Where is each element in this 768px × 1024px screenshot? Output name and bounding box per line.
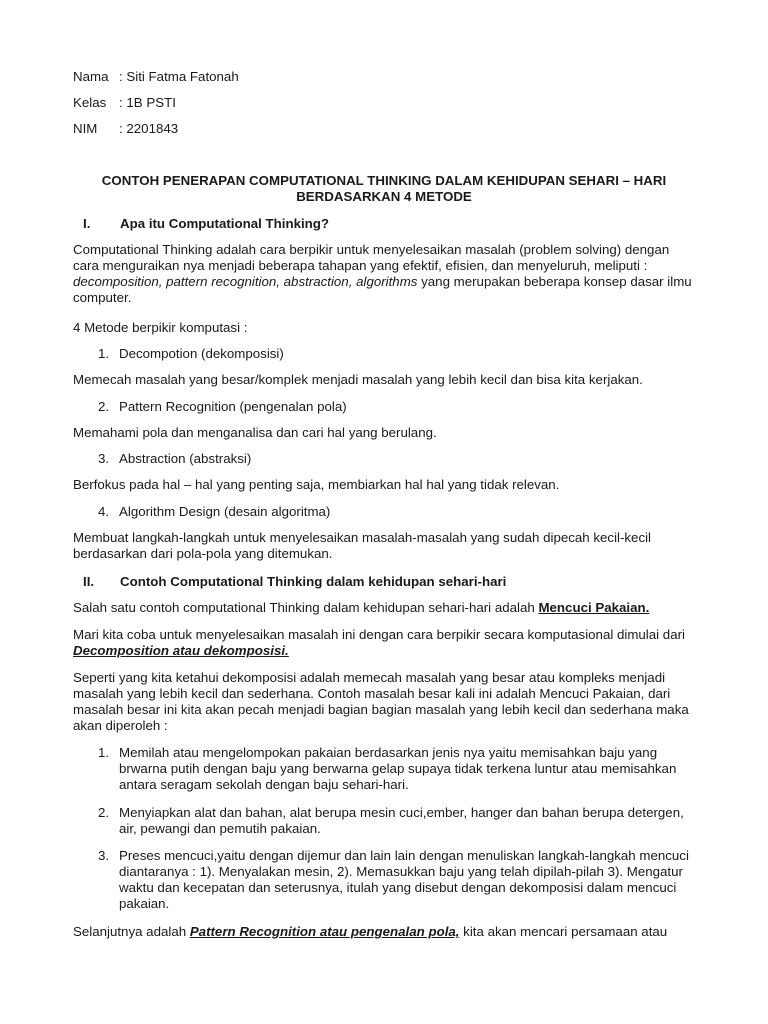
method-item — [98, 346, 698, 362]
paragraph-text: Salah satu contoh computational Thinking dalam kehidupan sehari-hari adalah — [73, 600, 539, 615]
method-number: 2. — [98, 399, 110, 414]
section-2-paragraph-3: Seperti yang kita ketahui dekomposisi adalah memecah masalah yang besar atau kompleks menjadi masalah yang lebih kecil dan sederhana. Contoh masalah besar kali ini adalah Mencuci Pakaian, dari masalah besar ini kita akan pecah menjadi bagian bagian masalah yang lebih kecil dan sederhana maka akan diperoleh : — [73, 670, 689, 733]
paragraph-text-rest: kita akan mencari persamaan atau — [459, 924, 668, 939]
method-item — [98, 399, 698, 415]
title-line-1: CONTOH PENERAPAN COMPUTATIONAL THINKING DALAM KEHIDUPAN SEHARI – HARI — [101, 173, 667, 188]
pattern-recognition-term: Pattern Recognition atau pengenalan pola, — [189, 924, 460, 939]
intro-concepts: decomposition, pattern recognition, abstraction, algorithms — [73, 274, 418, 289]
intro-text-2: yang merupakan beberapa konsep dasar ilmu computer. — [73, 274, 692, 305]
section-2-paragraph-2 — [73, 627, 693, 659]
method-item — [98, 504, 698, 520]
section-1-heading — [83, 216, 703, 232]
decomposition-step — [98, 848, 698, 912]
name-value: : Siti Fatma Fatonah — [119, 69, 239, 84]
step-text: Memilah atau mengelompokan pakaian berdasarkan jenis nya yaitu memisahkan baju yang brwarna putih dengan baju yang berwarna gelap supaya tidak terkena luntur atau memisahkan antara seragam sekolah dengan baju sehari-hari. — [119, 745, 677, 792]
student-id-value: : 2201843 — [119, 121, 179, 136]
name-row — [73, 69, 473, 85]
class-row — [73, 95, 473, 111]
step-number: 2. — [98, 805, 110, 820]
class-label: Kelas — [73, 95, 107, 110]
decomposition-term: Decomposition atau dekomposisi. — [73, 643, 289, 658]
section-2-paragraph-1 — [73, 600, 693, 616]
method-description: Berfokus pada hal – hal yang penting saja, membiarkan hal hal yang tidak relevan. — [73, 477, 560, 492]
decomposition-step — [98, 745, 698, 793]
method-number: 4. — [98, 504, 110, 519]
method-number: 3. — [98, 451, 110, 466]
class-value: : 1B PSTI — [119, 95, 176, 110]
section-1-number: I. — [83, 216, 91, 231]
methods-intro: 4 Metode berpikir komputasi : — [73, 320, 248, 335]
method-name: Decompotion (dekomposisi) — [119, 346, 284, 361]
student-id-row — [73, 121, 473, 137]
section-2-paragraph-4 — [73, 924, 693, 940]
section-1-intro — [73, 242, 693, 306]
paragraph-text: Mari kita coba untuk menyelesaikan masalah ini dengan cara berpikir secara komputasional dimulai dari — [73, 627, 685, 642]
method-name: Abstraction (abstraksi) — [119, 451, 252, 466]
method-description: Membuat langkah-langkah untuk menyelesaikan masalah-masalah yang sudah dipecah kecil-kecil berdasarkan dari pola-pola yang ditemukan. — [73, 530, 652, 561]
method-description: Memahami pola dan menganalisa dan cari hal yang berulang. — [73, 425, 437, 440]
example-topic: Mencuci Pakaian. — [538, 600, 650, 615]
name-label: Nama — [73, 69, 109, 84]
step-text: Preses mencuci,yaitu dengan dijemur dan lain lain dengan menuliskan langkah-langkah mencuci diantaranya : 1). Menyalakan mesin, 2). Memasukkan baju yang telah dipilah-pilah 3). Mengatur waktu dan kecepatan dan seterusnya, itulah yang disebut dengan dekomposisi dalam mencuci pakaian. — [119, 848, 689, 911]
method-name: Algorithm Design (desain algoritma) — [119, 504, 331, 519]
section-1-title: Apa itu Computational Thinking? — [120, 216, 330, 231]
step-text: Menyiapkan alat dan bahan, alat berupa mesin cuci,ember, hanger dan bahan berupa detergen, air, pewangi dan pemutih pakaian. — [119, 805, 684, 836]
title-line-2: BERDASARKAN 4 METODE — [296, 189, 472, 204]
paragraph-text: Selanjutnya adalah — [73, 924, 190, 939]
step-number: 1. — [98, 745, 110, 760]
document-title — [74, 173, 694, 205]
method-item — [98, 451, 698, 467]
method-number: 1. — [98, 346, 110, 361]
intro-text-1: Computational Thinking adalah cara berpikir untuk menyelesaikan masalah (problem solving) dengan cara menguraikan nya menjadi beberapa tahapan yang efektif, efisien, dan menyeluruh, meliputi : — [73, 242, 670, 273]
student-id-label: NIM — [73, 121, 98, 136]
decomposition-step — [98, 805, 698, 837]
step-number: 3. — [98, 848, 110, 863]
method-name: Pattern Recognition (pengenalan pola) — [119, 399, 347, 414]
method-description: Memecah masalah yang besar/komplek menjadi masalah yang lebih kecil dan bisa kita kerjakan. — [73, 372, 643, 387]
section-2-title: Contoh Computational Thinking dalam kehidupan sehari-hari — [120, 574, 507, 589]
section-2-number: II. — [83, 574, 95, 589]
section-2-heading — [83, 574, 703, 590]
